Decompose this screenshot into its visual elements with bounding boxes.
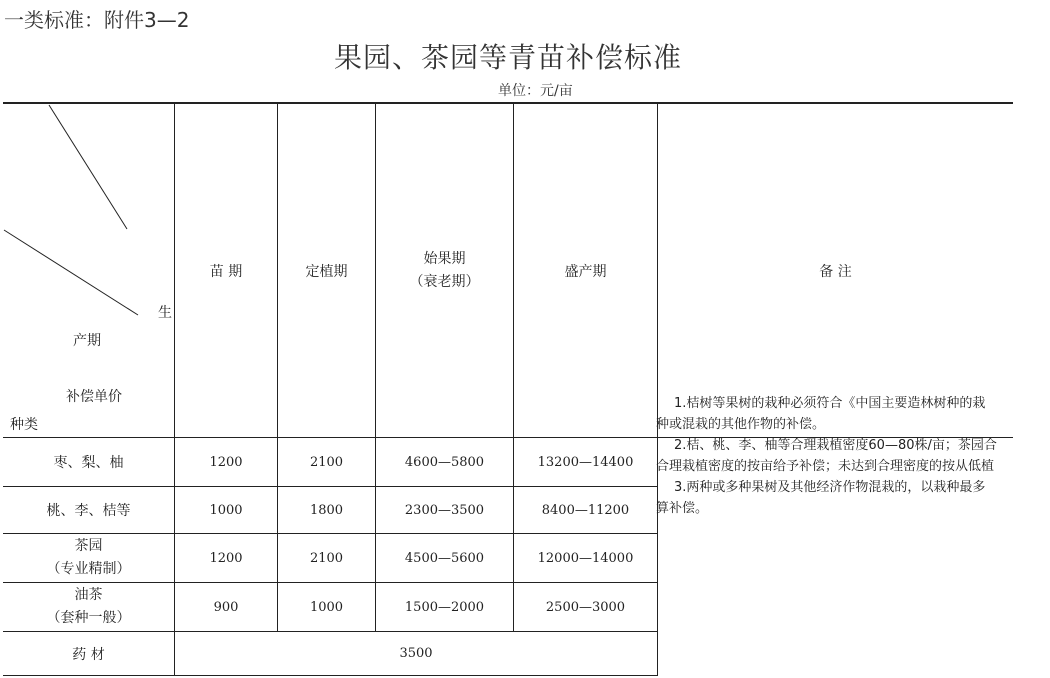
- table-cell: 4600—5800: [404, 454, 485, 470]
- yaocai-value: 3500: [399, 646, 433, 661]
- header-dingzhiqi: 定植期: [305, 263, 348, 280]
- table-cell: 4500—5600: [404, 550, 485, 566]
- row-name-2: 桃、李、桔等: [46, 503, 131, 519]
- table-cell: 1000: [209, 502, 243, 518]
- header-shengchanqi: 盛产期: [564, 263, 607, 280]
- notes-block: [656, 393, 1010, 519]
- table-cell: 1000: [309, 599, 344, 615]
- header-miaoqi: 苗 期: [209, 263, 243, 280]
- table-bottom-border: [3, 675, 657, 676]
- document-header: 一类标准：附件3—2: [4, 8, 190, 32]
- note-line: 合理栽植密度的按亩给予补偿；未达到合理密度的按从低植: [656, 459, 995, 474]
- note-line: 3.两种或多种果树及其他经济作物混栽的，以栽种最多: [674, 480, 986, 495]
- header-shiguoqi: 始果期 （衰老期）: [409, 250, 480, 290]
- row-name-4: 油茶 （套种一般）: [46, 587, 131, 626]
- corner-label-zhonglei: 种类: [10, 417, 38, 433]
- note-line: 算补偿。: [656, 501, 709, 516]
- table-cell: 1200: [209, 454, 243, 470]
- corner-label-chanqi: 产期: [73, 333, 101, 349]
- note-line: 1.桔树等果树的栽种必须符合《中国主要造林树种的栽: [674, 396, 986, 411]
- table-cell: 2100: [309, 550, 344, 566]
- table-cell: 1500—2000: [404, 599, 485, 615]
- note-line: 种或混栽的其他作物的补偿。: [656, 417, 826, 432]
- table-cell: 8400—11200: [541, 502, 630, 518]
- table-cell: 900: [213, 599, 239, 615]
- page-title: 果园、茶园等青苗补偿标准: [333, 41, 682, 74]
- unit-label: 单位：元/亩: [498, 83, 573, 99]
- corner-label-sheng: 生: [158, 305, 172, 321]
- table-cell: 2100: [309, 454, 344, 470]
- corner-label-buchang: 补偿单价: [66, 389, 122, 405]
- header-beizhu: 备 注: [819, 263, 852, 280]
- table-cell: 13200—14400: [537, 454, 634, 470]
- compensation-table: [3, 102, 1013, 678]
- table-cell: 2500—3000: [545, 599, 626, 615]
- row-name-3: 茶园 （专业精制）: [46, 538, 131, 577]
- row-name-yaocai: 药 材: [72, 646, 105, 663]
- table-cell: 2300—3500: [404, 502, 485, 518]
- table-cell: 1800: [309, 502, 344, 518]
- table-cell: 1200: [209, 550, 243, 566]
- row-name-1: 枣、梨、柚: [53, 455, 124, 471]
- table-cell: 12000—14000: [537, 550, 634, 566]
- note-line: 2.桔、桃、李、柚等合理栽植密度60—80株/亩；茶园合: [674, 438, 997, 453]
